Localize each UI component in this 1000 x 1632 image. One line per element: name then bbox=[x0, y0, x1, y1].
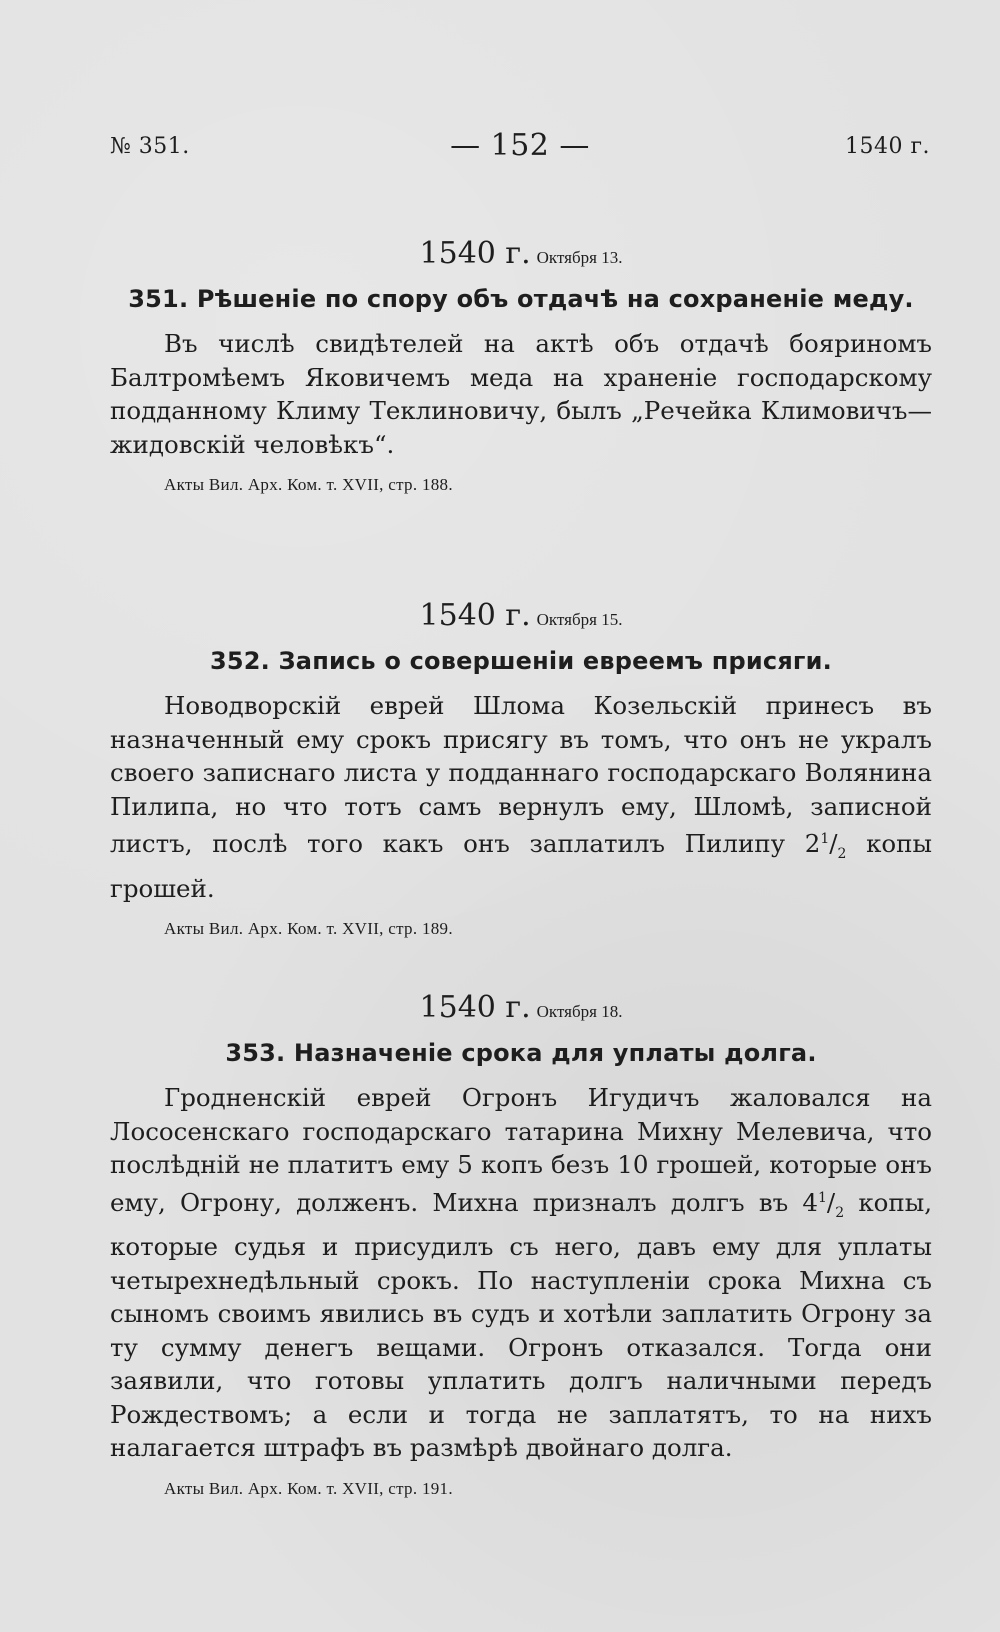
header-document-number: № 351. bbox=[110, 134, 190, 159]
entry-body-text: Новодворскiй еврей Шлома Козельскiй принесъ въ назначенный ему срокъ присягу въ томъ, что онъ не укралъ своего записнаго листа у подданнаго господарскаго Волянина Пилипа, но что тотъ самъ вернулъ ему, Шломѣ, записной листъ, послѣ того какъ онъ заплатилъ Пилипу 2 bbox=[110, 691, 932, 859]
entry-year: 1540 г. bbox=[419, 236, 531, 271]
header-year: 1540 г. bbox=[844, 134, 930, 159]
entry-day: Октября 13. bbox=[536, 248, 623, 267]
entry-body: Въ числѣ свидѣтелей на актѣ объ отдачѣ бояриномъ Балтромѣемъ Яковичемъ меда на храненiе господарскому подданному Климу Теклиновичу, былъ „Речейка Климовичъ—жидовскiй человѣкъ“. bbox=[110, 329, 932, 459]
entry-353 bbox=[110, 990, 932, 1499]
entry-day: Октября 18. bbox=[536, 1002, 623, 1021]
entry-day: Октября 15. bbox=[536, 610, 623, 629]
entry-351 bbox=[110, 236, 932, 495]
entry-body-text: Гродненскiй еврей Огронъ Игудичъ жаловался на Лососенскаго господарскаго татарина Михну Мелевича, что послѣднiй не платитъ ему 5 копъ безъ 10 грошей, которые онъ ему, Огрону, долженъ. Михна призналъ долгъ въ 4 bbox=[110, 1083, 932, 1217]
entry-date bbox=[110, 990, 932, 1025]
fraction-denominator: 2 bbox=[837, 846, 847, 863]
entry-date bbox=[110, 236, 932, 271]
running-head bbox=[110, 128, 930, 168]
entry-year: 1540 г. bbox=[419, 990, 531, 1025]
fraction-numerator: 1 bbox=[820, 831, 830, 847]
entry-date bbox=[110, 598, 932, 633]
entry-body bbox=[110, 689, 932, 905]
entry-source: Акты Вил. Арх. Ком. т. XVII, стр. 189. bbox=[164, 919, 453, 939]
entry-title: 352. Запись о совершенiи евреемъ присяги. bbox=[209, 647, 833, 675]
entry-body-text: копы грошей. bbox=[110, 829, 933, 903]
fraction-numerator: 1 bbox=[818, 1189, 827, 1206]
page-number: — 152 — bbox=[450, 128, 590, 163]
fraction-denominator: 2 bbox=[835, 1204, 845, 1221]
entry-title: 351. Рѣшенiе по спору объ отдачѣ на сохраненiе меду. bbox=[128, 285, 914, 313]
entry-body-text: копы, которые судья и присудилъ съ него, давъ ему для уплаты четырехнедѣльный срокъ. По наступленiи срока Михна съ сыномъ своимъ явились въ судъ и хотѣли заплатить Огрону за ту сумму денегъ вещами. Огронъ отказался. Тогда они заявили, что готовы уплатить долгъ наличными передъ Рождествомъ; а если и тогда не заплатятъ, то на нихъ налагается штрафъ въ размѣрѣ двойнаго долга. bbox=[110, 1187, 932, 1463]
entry-body bbox=[110, 1081, 932, 1465]
fraction: $^1/_2$ bbox=[820, 829, 847, 863]
entry-year: 1540 г. bbox=[419, 598, 531, 633]
entry-source: Акты Вил. Арх. Ком. т. XVII, стр. 191. bbox=[164, 1478, 453, 1498]
entry-352 bbox=[110, 598, 932, 939]
entry-source: Акты Вил. Арх. Ком. т. XVII, стр. 188. bbox=[164, 475, 453, 494]
fraction: $^1/_2$ bbox=[818, 1187, 845, 1221]
entry-title: 353. Назначенiе срока для уплаты долга. bbox=[225, 1039, 817, 1067]
